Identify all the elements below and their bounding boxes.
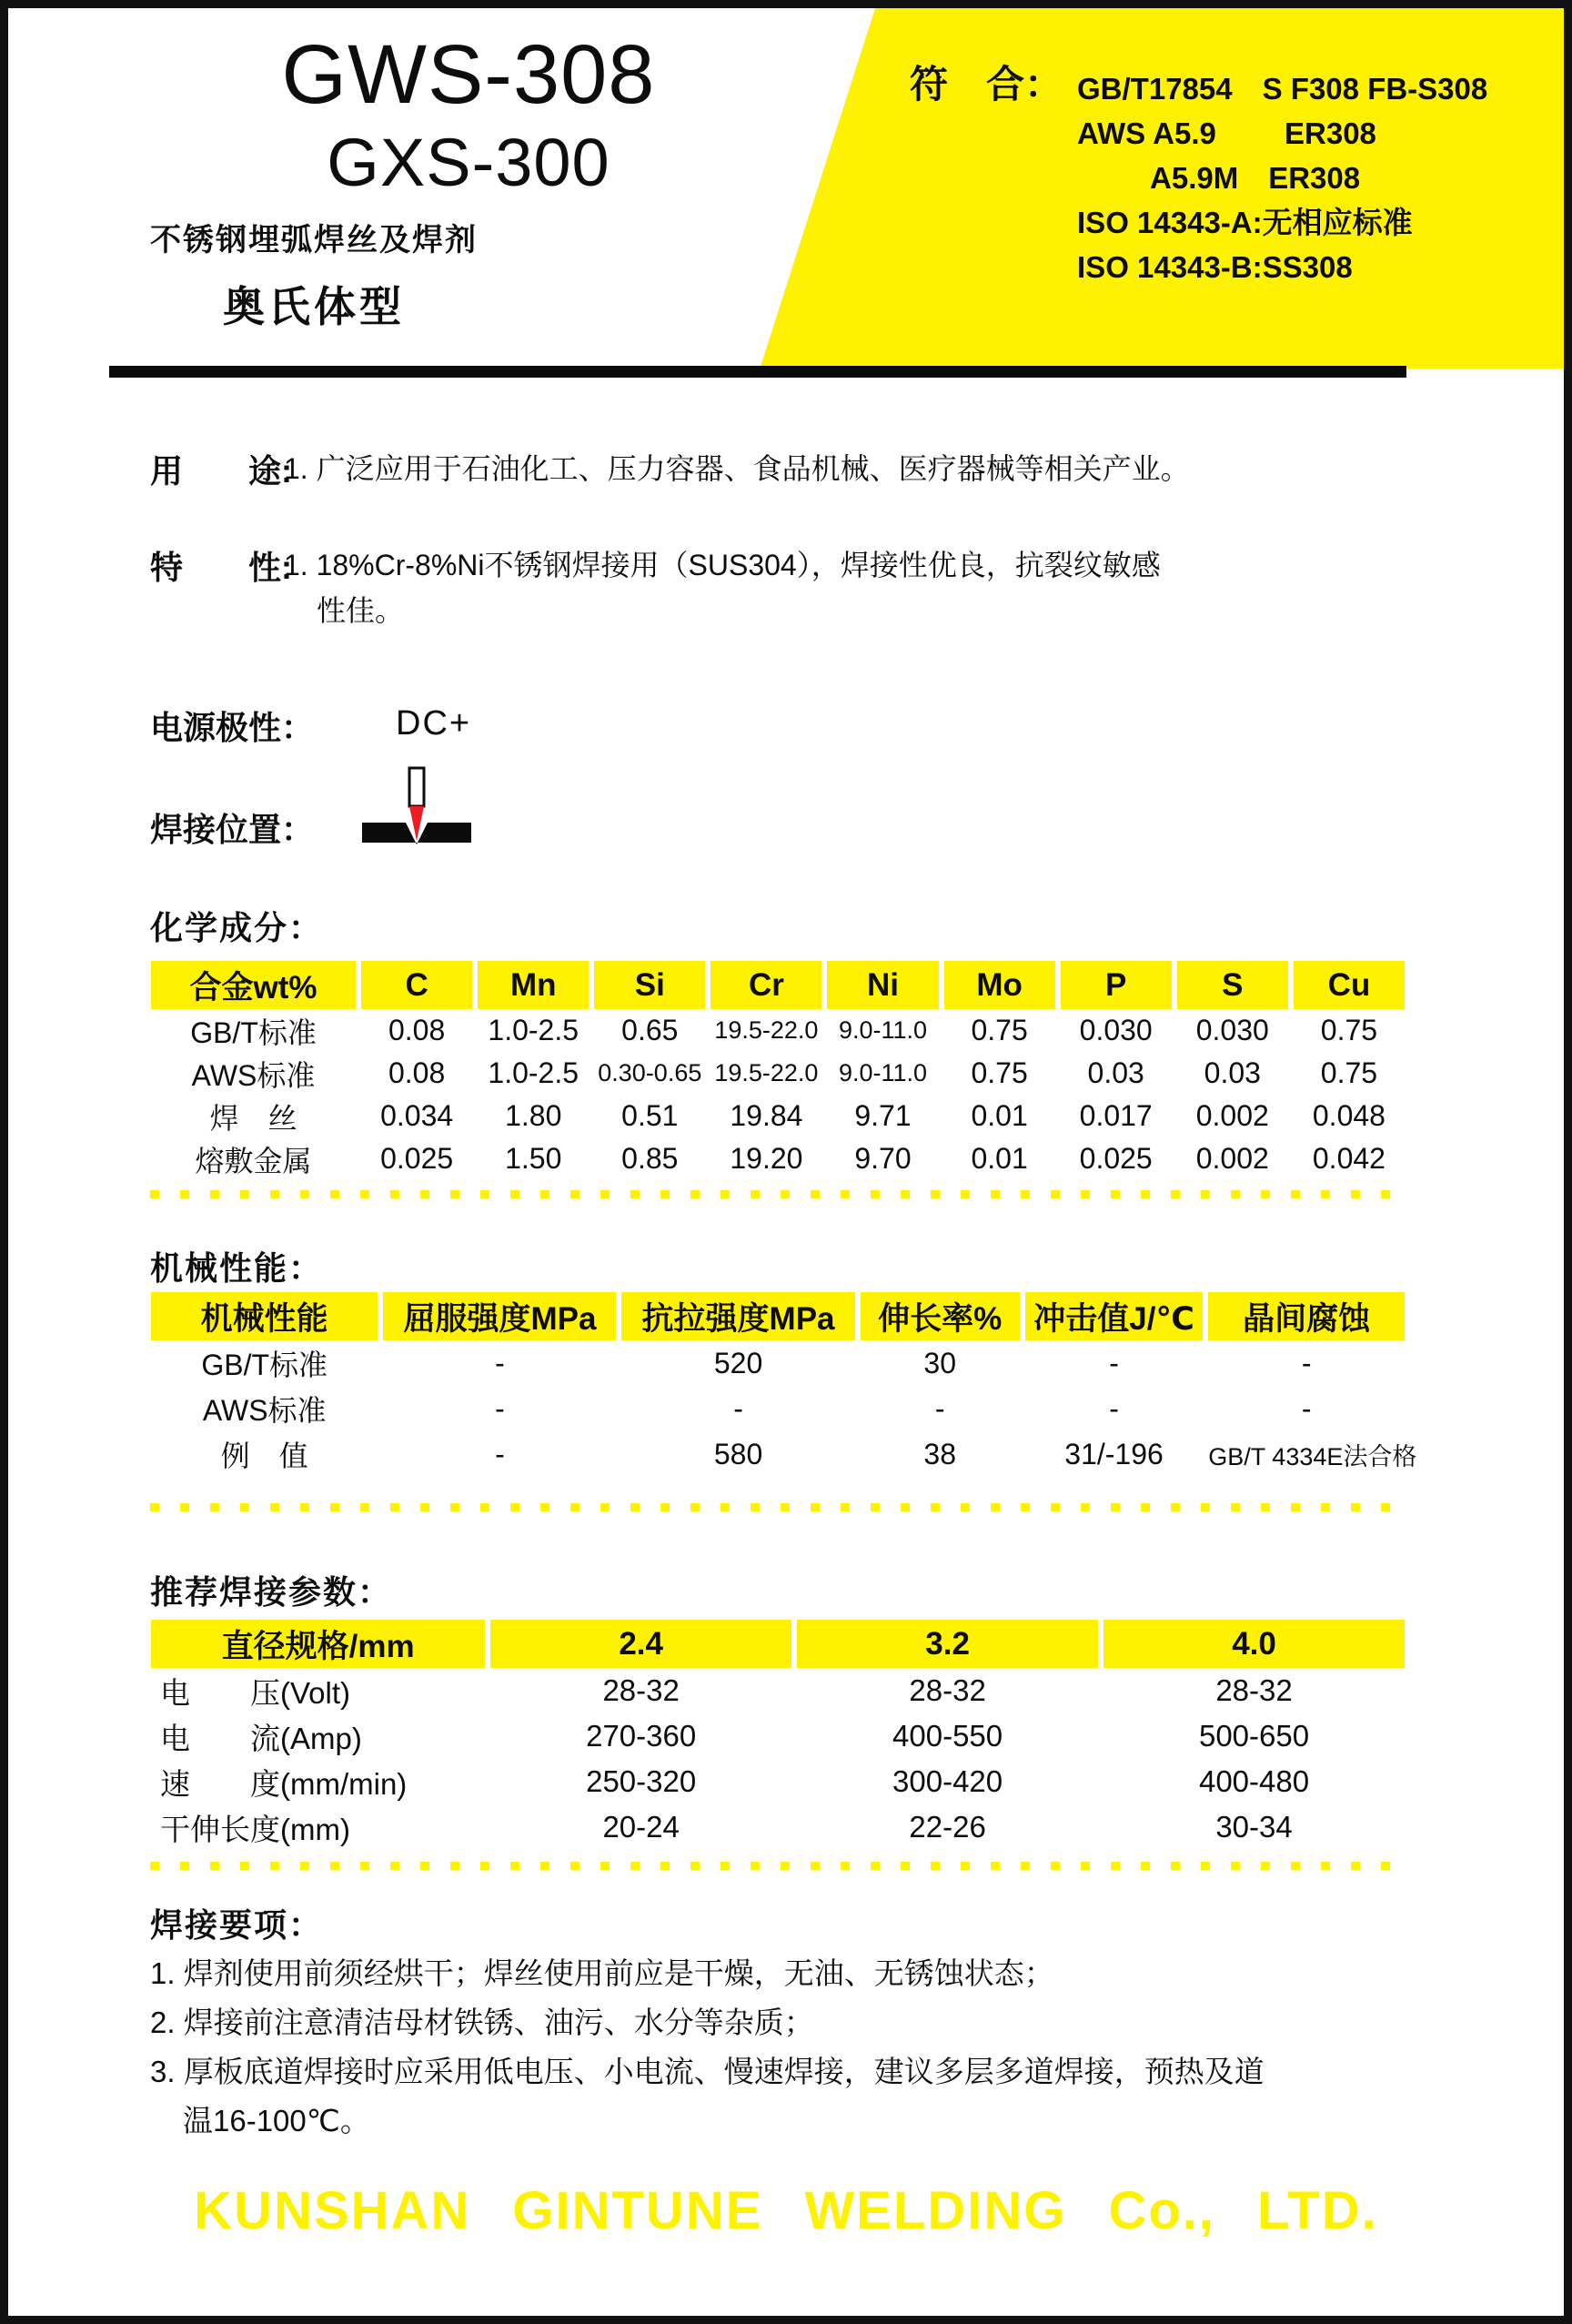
cell: 19.20: [730, 1142, 803, 1175]
table-row: [151, 1431, 1405, 1477]
footer: [0, 2180, 1572, 2241]
cell: -: [1109, 1346, 1119, 1379]
row-label: AWS标准: [202, 1394, 327, 1427]
table-row: [151, 1340, 1405, 1386]
column-header: Cu: [1294, 961, 1405, 1009]
cell: 0.025: [1079, 1142, 1153, 1175]
cell: 30-34: [1215, 1810, 1293, 1844]
chem-section-label: 化学成分：: [150, 909, 324, 946]
cell: -: [495, 1346, 505, 1379]
note-line: 3. 厚板底道焊接时应采用低电压、小电流、慢速焊接，建议多层多道焊接，预热及道: [150, 2055, 1265, 2088]
row-label: 例 值: [220, 1440, 308, 1472]
column-header: 抗拉强度MPa: [621, 1292, 854, 1340]
table-row: [151, 1009, 1405, 1052]
cell: -: [1301, 1391, 1312, 1425]
compliance-label: 符 合：: [910, 63, 1063, 106]
compliance-line: ISO 14343-B:SS308: [1077, 250, 1353, 284]
cell: 9.0-11.0: [838, 1059, 928, 1086]
cell: 9.0-11.0: [838, 1016, 928, 1044]
compliance-line: AWS A5.9 ER308: [1077, 116, 1376, 150]
feature-line: 性佳。: [317, 594, 405, 627]
cell: 0.034: [380, 1099, 454, 1132]
cell: 0.017: [1079, 1099, 1153, 1132]
column-header: 屈服强度MPa: [383, 1292, 616, 1340]
mech-section-label: 机械性能：: [150, 1249, 324, 1287]
table-row: [151, 1095, 1405, 1137]
table-row: [151, 1137, 1405, 1180]
cell: GB/T 4334E法合格: [1208, 1442, 1417, 1470]
table-header-row: [151, 1620, 1405, 1668]
cell: 0.08: [388, 1056, 446, 1089]
cell: 0.85: [621, 1142, 679, 1175]
cell: 20-24: [602, 1810, 680, 1844]
column-header: 4.0: [1103, 1620, 1405, 1668]
usage-text: 1. 广泛应用于石油化工、压力容器、食品机械、医疗器械等相关产业。: [284, 452, 1190, 485]
table-row: [151, 1668, 1405, 1713]
cell: 1.80: [505, 1099, 562, 1132]
usage-label: 用 途:: [150, 452, 292, 490]
table-header-row: [151, 1292, 1405, 1340]
cell: 520: [713, 1346, 763, 1379]
cell: 250-320: [586, 1764, 697, 1798]
table-row: [151, 1386, 1405, 1431]
dotted-separator: [150, 1190, 1406, 1198]
alloy-type-label: 奥氏体型: [223, 283, 405, 330]
cell: 500-650: [1198, 1719, 1310, 1753]
product-titles: [109, 25, 828, 202]
cell: 28-32: [1215, 1673, 1293, 1707]
row-label: 焊 丝: [209, 1101, 297, 1135]
cell: -: [733, 1391, 743, 1425]
product-description: 不锈钢埋弧焊丝及焊剂: [150, 223, 478, 258]
cell: 1.0-2.5: [488, 1056, 579, 1089]
cell: 400-480: [1198, 1764, 1310, 1798]
cell: -: [1301, 1346, 1312, 1379]
cell: -: [1109, 1391, 1119, 1425]
feature-section: [150, 542, 1439, 633]
feature-text: [284, 542, 1439, 633]
column-header: Mo: [944, 961, 1055, 1009]
cell: 0.08: [388, 1014, 446, 1046]
cell: 0.75: [1320, 1014, 1378, 1046]
column-header: P: [1061, 961, 1172, 1009]
company-name: KUNSHAN GINTUNE WELDING Co., LTD.: [194, 2181, 1378, 2240]
table-row: [151, 1713, 1405, 1759]
column-header: 机械性能: [151, 1292, 378, 1340]
mechanical-properties-table-wrap: [146, 1292, 1417, 1477]
column-header: S: [1177, 961, 1288, 1009]
flat-position-weld-icon: [362, 766, 471, 853]
product-subtitles: [109, 215, 519, 334]
column-header: Ni: [827, 961, 938, 1009]
cell: 0.75: [971, 1056, 1028, 1089]
note-line: 温16-100℃。: [183, 2104, 370, 2137]
dotted-separator: [150, 1862, 1406, 1870]
column-header: 伸长率%: [861, 1292, 1020, 1340]
cell: 0.002: [1195, 1099, 1269, 1132]
column-header: 合金wt%: [151, 961, 356, 1009]
cell: 0.01: [971, 1099, 1028, 1132]
cell: 0.01: [971, 1142, 1028, 1175]
chem-composition-table-wrap: [146, 961, 1410, 1180]
row-label: GB/T标准: [201, 1349, 328, 1381]
cell: 0.025: [380, 1142, 454, 1175]
column-header: Si: [594, 961, 705, 1009]
cell: 30: [923, 1346, 956, 1379]
header-divider-bar: [109, 366, 1406, 378]
cell: 19.5-22.0: [714, 1059, 819, 1086]
row-label: AWS标准: [191, 1058, 316, 1092]
compliance-line: ISO 14343-A:无相应标准: [1077, 206, 1413, 239]
column-header: Mn: [478, 961, 589, 1009]
cell: 1.0-2.5: [488, 1014, 579, 1046]
cell: 300-420: [892, 1764, 1003, 1798]
welding-position-section: [150, 804, 314, 851]
welding-parameters-table-wrap: [146, 1620, 1410, 1850]
cell: 0.51: [621, 1099, 679, 1132]
chem-composition-table: [146, 961, 1410, 1180]
row-label: 速 度(mm/min): [160, 1766, 408, 1801]
cell: 28-32: [909, 1673, 986, 1707]
cell: 580: [713, 1437, 763, 1470]
cell: 0.03: [1204, 1056, 1261, 1089]
polarity-label: 电源极性：: [150, 709, 315, 746]
cell: 0.30-0.65: [598, 1059, 702, 1086]
row-label: 电 流(Amp): [160, 1721, 362, 1755]
table-row: [151, 1804, 1405, 1850]
cell: 1.50: [505, 1142, 562, 1175]
compliance-line: A5.9M ER308: [1150, 161, 1361, 195]
cell: -: [495, 1437, 505, 1470]
feature-label: 特 性:: [150, 549, 292, 586]
table-row: [151, 1759, 1405, 1804]
compliance-lines: [1077, 62, 1487, 289]
cell: 9.71: [854, 1099, 912, 1132]
cell: 270-360: [586, 1719, 697, 1753]
row-label: 熔敷金属: [195, 1144, 312, 1177]
cell: 38: [923, 1437, 956, 1470]
row-label: 干伸长度(mm): [160, 1812, 350, 1846]
cell: 0.65: [621, 1014, 679, 1046]
cell: 28-32: [602, 1673, 680, 1707]
params-section-label: 推荐焊接参数：: [150, 1573, 393, 1611]
cell: 19.84: [730, 1099, 803, 1132]
table-header-row: [151, 961, 1405, 1009]
column-header: Cr: [710, 961, 821, 1009]
notes-section-label: 焊接要项：: [150, 1906, 324, 1944]
cell: -: [495, 1391, 505, 1425]
row-label: 电 压(Volt): [160, 1675, 351, 1710]
cell: 400-550: [892, 1719, 1003, 1753]
table-row: [151, 1052, 1405, 1095]
welding-parameters-table: [146, 1620, 1410, 1850]
product-model-secondary: GXS-300: [327, 125, 610, 200]
note-line: 2. 焊接前注意清洁母材铁锈、油污、水分等杂质；: [150, 2006, 814, 2039]
column-header: C: [361, 961, 472, 1009]
cell: 0.75: [971, 1014, 1028, 1046]
product-model-primary: GWS-308: [281, 28, 656, 121]
cell: 0.03: [1087, 1056, 1144, 1089]
row-label: GB/T标准: [190, 1015, 317, 1049]
column-header: 冲击值J/℃: [1025, 1292, 1203, 1340]
cell: 0.030: [1079, 1014, 1153, 1046]
column-header: 3.2: [797, 1620, 1098, 1668]
cell: 0.042: [1312, 1142, 1386, 1175]
cell: 0.75: [1320, 1056, 1378, 1089]
cell: 0.048: [1312, 1099, 1386, 1132]
dotted-separator: [150, 1503, 1406, 1511]
cell: -: [934, 1391, 945, 1425]
mechanical-properties-table: [146, 1292, 1417, 1477]
polarity-value: DC+: [396, 704, 472, 743]
column-header: 2.4: [490, 1620, 791, 1668]
cell: 19.5-22.0: [714, 1016, 819, 1044]
cell: 9.70: [854, 1142, 912, 1175]
cell: 31/-196: [1064, 1437, 1164, 1470]
column-header: 晶间腐蚀: [1208, 1292, 1405, 1340]
feature-line: 1. 18%Cr-8%Ni不锈钢焊接用（SUS304），焊接性优良，抗裂纹敏感: [284, 549, 1161, 581]
electrode-stem: [409, 768, 424, 806]
polarity-section: [150, 702, 471, 749]
cell: 0.002: [1195, 1142, 1269, 1175]
welding-position-label: 焊接位置：: [150, 811, 315, 848]
standards-compliance-block: [910, 62, 1559, 289]
usage-section: [150, 446, 1439, 492]
cell: 22-26: [909, 1810, 986, 1844]
column-header: 直径规格/mm: [151, 1620, 485, 1668]
note-line: 1. 焊剂使用前须经烘干；焊丝使用前应是干燥，无油、无锈蚀状态；: [150, 1956, 1054, 1990]
compliance-line: GB/T17854 S F308 FB-S308: [1077, 72, 1488, 106]
welding-notes: [150, 1949, 1424, 2146]
cell: 0.030: [1195, 1014, 1269, 1046]
